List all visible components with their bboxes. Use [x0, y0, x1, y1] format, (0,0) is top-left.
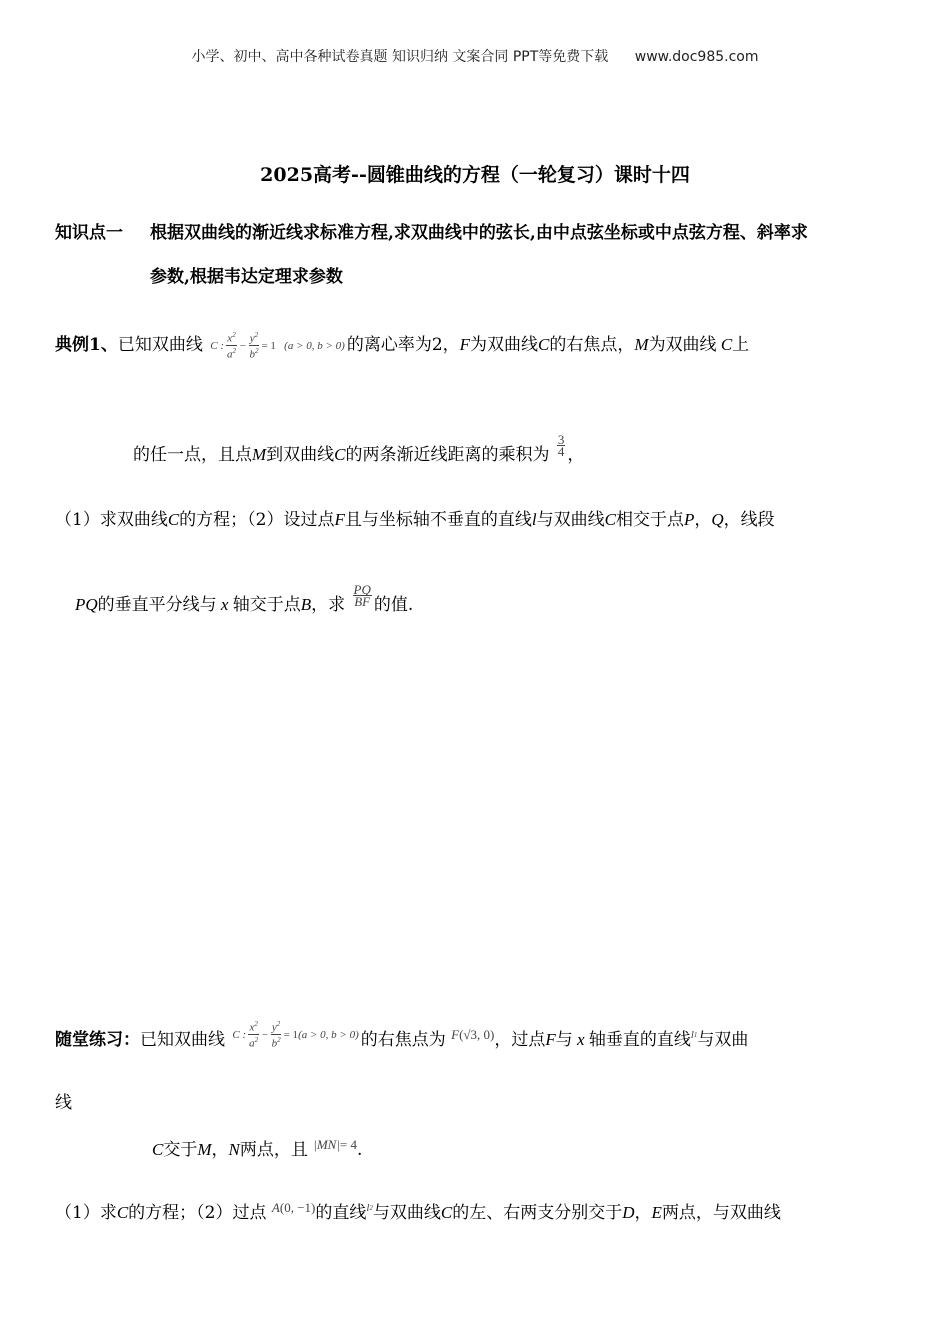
example1-line4: PQ的垂直平分线与 x 轴交于点B，求 $\frac{PQ}{BF}$ 的值.: [75, 582, 414, 615]
practice-label: 随堂练习：: [55, 1030, 140, 1050]
knowledge-label: 知识点一: [55, 223, 123, 243]
practice-line2: 线: [55, 1093, 72, 1113]
hyperbola-equation: C : $\frac{x^2}{a^2}$ − $\frac{y^2}{b^2}$ = 1 (a > 0, b > 0): [210, 331, 345, 361]
page-header: [0, 46, 950, 66]
focus-coordinate: F (√3, 0): [451, 1026, 495, 1042]
knowledge-line1: 根据双曲线的渐近线求标准方程,求双曲线中的弦长,由中点弦坐标或中点弦方程、斜率求: [150, 223, 808, 243]
practice-line1: 随堂练习：已知双曲线 C : $\frac{x^2}{a^2}$ − $\frac{y^2}{b^2}$ = 1 (a > 0, b > 0)的右焦点为 F (√3, 0) ，过点F与 x 轴垂直的直线l 1 与双曲: [55, 1020, 749, 1050]
practice-line3: C交于M，N两点，且 |MN| = 4 .: [152, 1136, 363, 1160]
example1-questions: （1）求双曲线C的方程；（2）设过点F且与坐标轴不垂直的直线l与双曲线C相交于点P，Q，线段: [55, 510, 775, 530]
practice-questions: （1）求C的方程；（2）过点 A (0, −1) 的直线l 2 与双曲线C的左、右两支分别交于D，E两点，与双曲线: [55, 1199, 781, 1223]
fraction-pq-bf: $\frac{PQ}{BF}$: [353, 582, 371, 609]
knowledge-line2: 参数,根据韦达定理求参数: [150, 267, 343, 287]
mn-length: |MN| = 4: [313, 1136, 358, 1152]
point-a: A (0, −1): [271, 1199, 316, 1215]
practice-hyperbola-equation: C : $\frac{x^2}{a^2}$ − $\frac{y^2}{b^2}$ = 1 (a > 0, b > 0): [232, 1020, 359, 1050]
example1-line1: 典例1、已知双曲线 C : $\frac{x^2}{a^2}$ − $\frac{y^2}{b^2}$ = 1 (a > 0, b > 0)的离心率为2，F为双曲线C的右焦点，M为双曲线 C上: [55, 331, 750, 361]
page-title: 2025高考--圆锥曲线的方程（一轮复习）课时十四: [260, 164, 690, 186]
header-site: www.doc985.com: [634, 49, 759, 65]
example1-line2: 的任一点，且点M到双曲线C的两条渐近线距离的乘积为 $\frac{3}{4}$ ，: [133, 432, 585, 465]
example1-label: 典例1、: [55, 335, 118, 355]
fraction-three-quarters: $\frac{3}{4}$: [557, 432, 565, 459]
header-text: 小学、初中、高中各种试卷真题 知识归纳 文案合同 PPT等免费下载: [191, 49, 609, 65]
